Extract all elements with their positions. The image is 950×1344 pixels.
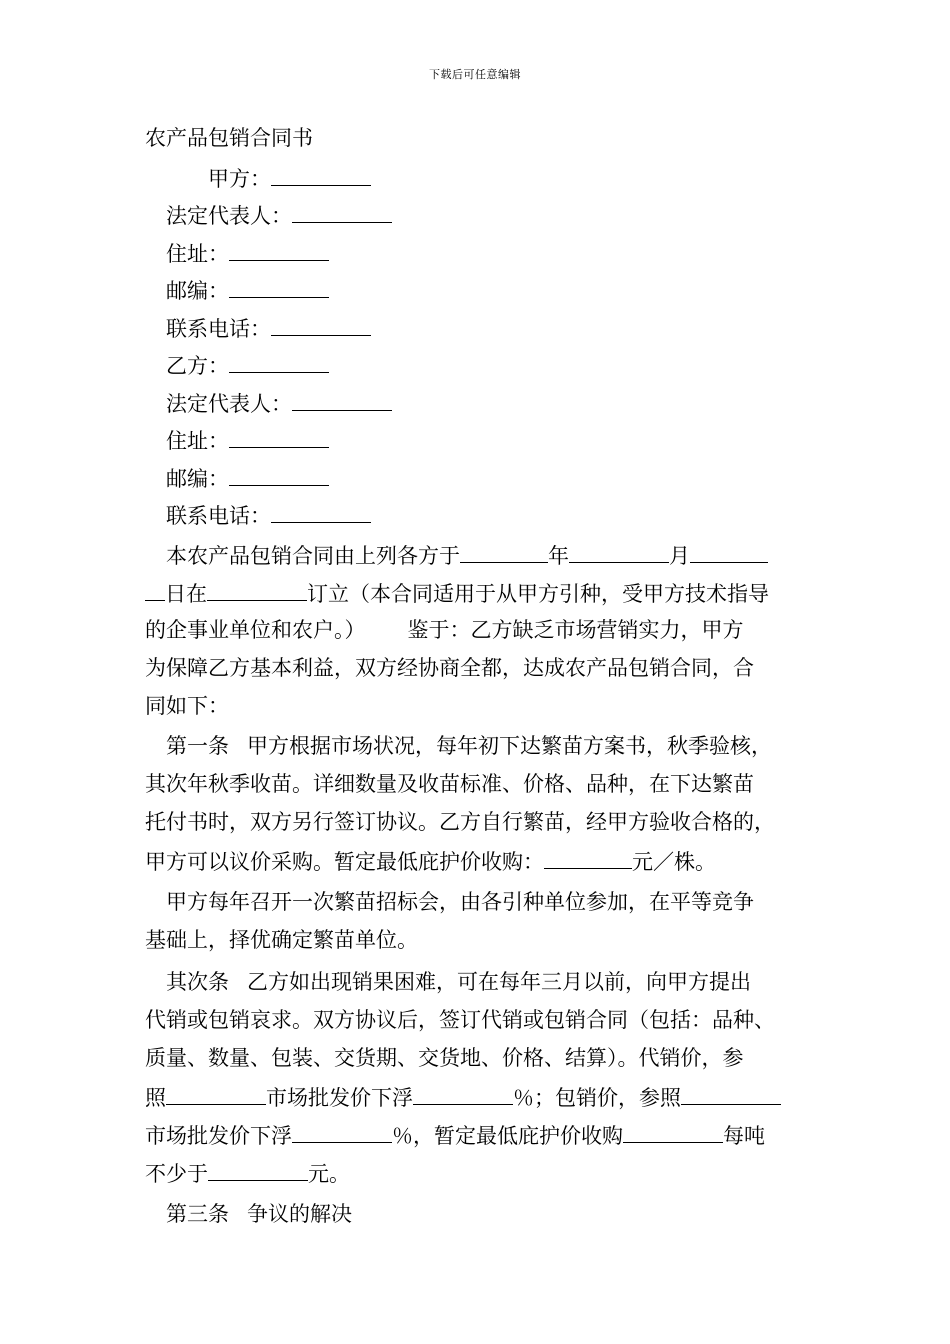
- party-b-rep-label: 法定代表人：: [166, 391, 292, 416]
- intro-text: 鉴于：乙方缺乏市场营销实力，甲方: [407, 617, 744, 642]
- party-a-label: 甲方：: [208, 166, 271, 191]
- article-line: 托付书时，双方另行签订协议。乙方自行繁苗，经甲方验收合格的，: [145, 809, 775, 834]
- article-3: [145, 1195, 815, 1233]
- party-a-phone-blank[interactable]: [271, 308, 371, 336]
- article-text: 乙方如出现销果困难，可在每年三月以前，向甲方提出: [247, 969, 751, 994]
- party-a-phone-label: 联系电话：: [166, 316, 271, 341]
- party-a-rep-label: 法定代表人：: [166, 204, 292, 228]
- party-a-addr-line: [145, 233, 815, 271]
- party-a-zip-label: 邮编：: [166, 279, 229, 303]
- article-title: 争议的解决: [247, 1201, 352, 1226]
- party-b-addr-blank[interactable]: [229, 420, 329, 448]
- article-line: 甲方每年召开一次繁苗招标会，由各引种单位参加，在平等竞争: [166, 889, 754, 914]
- party-a-line: [145, 158, 815, 196]
- party-b-zip-blank[interactable]: [229, 458, 329, 486]
- party-b-addr-label: 住址：: [166, 429, 229, 453]
- party-b-line: [145, 345, 815, 383]
- article-text: 甲方根据市场状况，每年初下达繁苗方案书，秋季验核，: [247, 733, 772, 758]
- party-a-blank[interactable]: [271, 158, 371, 186]
- article-line: [145, 1115, 815, 1153]
- article-text: ％；包销价，参照: [513, 1085, 681, 1110]
- party-b-zip-line: [145, 458, 815, 496]
- article-text: 甲方可以议价采购。暂定最低庇护价收购：: [145, 849, 544, 874]
- contract-document: [145, 120, 815, 1233]
- article-heading: 第三条: [166, 1201, 229, 1226]
- party-b-addr-line: [145, 420, 815, 458]
- intro-text: 年: [548, 543, 569, 568]
- article-text: 元／株。: [632, 849, 716, 874]
- document-title: 农产品包销合同书: [145, 126, 313, 150]
- intro-line: 同如下：: [145, 693, 229, 718]
- party-a-zip-line: [145, 270, 815, 308]
- consign-market-blank[interactable]: [166, 1077, 266, 1105]
- party-a-rep-blank[interactable]: [292, 195, 392, 223]
- year-blank[interactable]: [460, 535, 548, 563]
- article-line: [145, 727, 815, 765]
- article-1-paragraph-2: [145, 883, 815, 959]
- intro-line: [145, 573, 815, 611]
- intro-line: 为保障乙方基本利益，双方经协商全都，达成农产品包销合同，合: [145, 655, 754, 680]
- party-b-zip-label: 邮编：: [166, 466, 229, 491]
- article-text: 每吨: [723, 1123, 765, 1148]
- day-blank[interactable]: [690, 535, 768, 563]
- intro-text: 月: [669, 543, 690, 568]
- article-line: [145, 841, 815, 879]
- party-a-zip-blank[interactable]: [229, 270, 329, 298]
- article-text: ％，暂定最低庇护价收购: [392, 1123, 623, 1148]
- article-text: 元。: [308, 1161, 350, 1186]
- article-2: [145, 963, 815, 1191]
- article-heading: 第一条: [166, 733, 229, 758]
- intro-text: 的企事业单位和农户。）: [145, 617, 366, 642]
- party-b-label: 乙方：: [166, 354, 229, 378]
- intro-text: 日在: [165, 581, 207, 606]
- party-a-phone-line: [145, 308, 815, 346]
- article-line: [145, 1153, 815, 1191]
- article-line: 其次年秋季收苗。详细数量及收苗标准、价格、品种，在下达繁苗: [145, 771, 754, 796]
- article-line: 代销或包销哀求。双方协议后，签订代销或包销合同（包括：品种、: [145, 1007, 775, 1032]
- party-b-phone-label: 联系电话：: [166, 504, 271, 528]
- per-ton-blank[interactable]: [208, 1153, 308, 1181]
- article-1: [145, 727, 815, 879]
- intro-line: [145, 611, 815, 649]
- article-line: [145, 1195, 815, 1233]
- article-text: 不少于: [145, 1161, 208, 1186]
- party-b-rep-blank[interactable]: [292, 383, 392, 411]
- article-line: 质量、数量、包装、交货期、交货地、价格、结算）。代销价，参: [145, 1045, 744, 1070]
- article-line: [145, 1077, 815, 1115]
- article-text: 市场批发价下浮: [266, 1085, 413, 1110]
- party-b-rep-line: [145, 383, 815, 421]
- min-price-blank[interactable]: [544, 841, 632, 869]
- package-market-blank[interactable]: [681, 1077, 781, 1105]
- party-b-phone-line: [145, 495, 815, 533]
- intro-text: 本农产品包销合同由上列各方于: [166, 543, 460, 568]
- party-a-rep-line: [145, 195, 815, 233]
- party-a-addr-blank[interactable]: [229, 233, 329, 261]
- month-blank[interactable]: [569, 535, 669, 563]
- place-blank[interactable]: [207, 573, 307, 601]
- consign-percent-blank[interactable]: [413, 1077, 513, 1105]
- intro-paragraph: [145, 535, 815, 725]
- party-b-blank[interactable]: [229, 345, 329, 373]
- intro-line: [145, 535, 815, 573]
- article-line: [145, 963, 815, 1001]
- page-header: 下载后可任意编辑: [429, 68, 521, 81]
- party-a-addr-label: 住址：: [166, 241, 229, 266]
- protect-price-blank[interactable]: [623, 1115, 723, 1143]
- party-b-phone-blank[interactable]: [271, 495, 371, 523]
- day-blank-cont[interactable]: [145, 573, 165, 601]
- article-heading: 其次条: [166, 969, 229, 994]
- intro-text: 订立（本合同适用于从甲方引种，受甲方技术指导: [307, 581, 769, 606]
- article-text: 照: [145, 1085, 166, 1110]
- article-line: 基础上，择优确定繁苗单位。: [145, 927, 418, 952]
- article-text: 市场批发价下浮: [145, 1123, 292, 1148]
- package-percent-blank[interactable]: [292, 1115, 392, 1143]
